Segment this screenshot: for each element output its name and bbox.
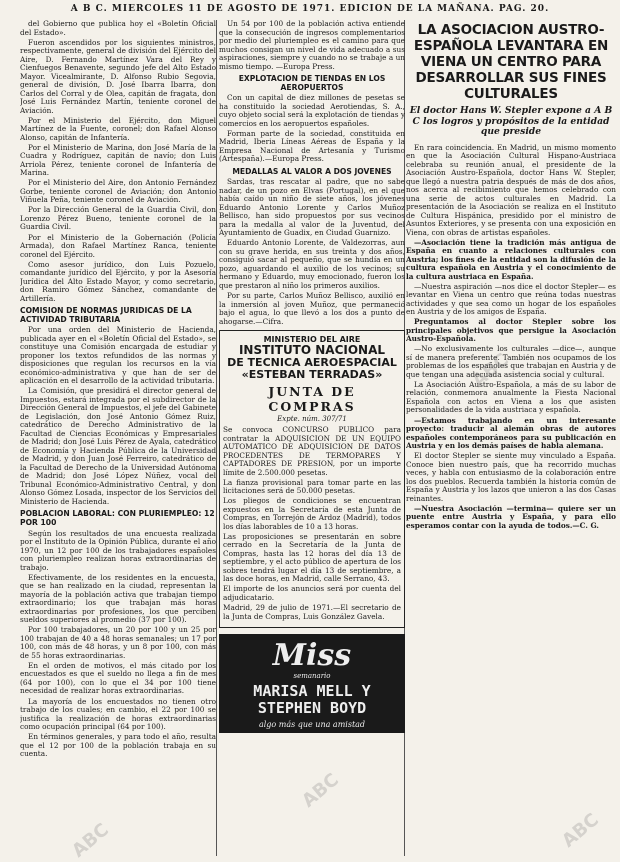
ad-paragraph: Se convoca CONCURSO PUBLICO para contratar la ADQUISICION DE UN EQUIPO AUTOMATICO DE ADQUISICION DE DATOS PROCEDENTES DE TERMOPARES Y CAPTADORES DE PRESION, por un importe límite de 2.500.000 pesetas. [223,425,401,477]
miss-names-line1: MARISA MELL Y [253,681,371,700]
main-headline: LA ASOCIACION AUSTRO-ESPAÑOLA LEVANTARA EN VIENA UN CENTRO PARA DESARROLLAR SUS FINES CULTURALES [413,22,609,102]
article-paragraph: En términos generales, y para todo el año, resulta que el 12 por 100 de la población trabaja en su cuenta. [20,732,216,759]
article-paragraph: Según los resultados de una encuesta realizada por el Instituto de la Opinión Pública, durante el año 1970, un 12 por 100 de los trabajadores españoles con pluriempleo realizan horas extraordinarias de trabajo. [20,528,216,572]
miss-caption: algo más que una amistad [258,719,366,729]
watermark-abc: ABC [468,349,513,392]
article-paragraph: Con un capital de diez millones de pesetas se ha constituido la sociedad Aerotiendas, S. A., cuyo objeto social será la explotación de tiendas y comercios en los aeropuertos españoles. [219,93,405,128]
article-paragraph: El doctor Stepler se siente muy vinculado a España. Conoce bien nuestro país, que ha recorrido muchas veces, y habla con entusiasmo de la colaboración entre los dos pueblos. Recuerda también la historia común de España y Austria y los lazos que unieron a las dos Casas reinantes. [406,451,616,503]
watermark-abc: ABC [298,769,343,812]
ad-institute-line2: DE TECNICA AEROESPACIAL [227,356,397,370]
article-paragraph: Por el Ministerio del Ejército, don Miguel Martínez de la Fuente, coronel; don Rafael Alonso Alonso, capitán de Infantería. [20,115,216,142]
column-2 [219,20,405,858]
article-paragraph: Eduardo Antonio Lorente, de Valdezorras, aun con su grave herida, en sus treinta y dos años, consiguió sacar al pequeño, que se hundía en un pozo, aguardando el auxilio de los vecinos; su hermano y Eduardo, muy emocionado, fueron los que prestaron al niño los primeros auxilios. [219,238,405,290]
article-paragraph: —No exclusivamente los culturales —dice—, aunque sí de manera preferente. También nos ocupamos de los problemas de los españoles que trabajan en Austria y de que tengan una adecuada asistencia social y cultural. [406,344,616,379]
ad-paragraph: Madrid, 29 de julio de 1971.—El secretario de la Junta de Compras, Luis González Gavela. [223,603,401,621]
article-paragraph: Por una orden del Ministerio de Hacienda, publicada ayer en el «Boletín Oficial del Estado», se constituye una Comisión encargada de estudiar y proponer los textos refundidos de las normas y disposiciones que regulan los recursos en la vía económico-administrativa y que han de ser de aplicación en el desarrollo de la actividad tributaria. [20,325,216,386]
main-subheadline: El doctor Hans W. Stepler expone a A B C los logros y propósitos de la entidad que preside [409,105,613,137]
ad-paragraph: El importe de los anuncios será por cuenta del adjudicatario. [223,584,401,602]
ad-junta-compras: JUNTA DE COMPRAS [268,384,356,415]
article-paragraph: Preguntamos al doctor Stepler sobre los principales objetivos que persigue la Asociación Austro-Española. [406,317,616,344]
ad-paragraph: La fianza provisional para tomar parte en las licitaciones será de 50.000 pesetas. [223,477,401,496]
page-header: A B C. MIERCOLES 11 DE AGOSTO DE 1971. EDICION DE LA MAÑANA. PAG. 20. [70,4,550,14]
headline-normas-juridicas: COMISION DE NORMAS JURIDICAS DE LA ACTIVIDAD TRIBUTARIA [20,306,192,324]
article-paragraph: —Estamos trabajando en un interesante proyecto: traducir al alemán obras de autores españoles contemporáneos para su publicación en Austria y en los demás países de habla alemana. [406,415,616,451]
watermark-abc: ABC [558,809,603,852]
article-paragraph: La Comisión, que presidirá el director general de Impuestos, estará integrada por el subdirector de la Dirección General de Impuestos, el jefe del Gabinete de Legislación, don José Antonio Gómez Ruiz, catedrático de Derecho Administrativo de la Facultad de Ciencias Económicas y Empresariales de Madrid; don José Luis Pérez de Ayala, catedrático de Economía y Hacienda Pública de la Universidad de Madrid, y don Juan José Ferreiro, catedrático de la Facultad de Derecho de la Universidad Autónoma de Madrid; don José López Núñez, vocal del Tribunal Económico-Administrativo Central, y don Alonso Gómez Losada, inspector de los Servicios del Ministerio de Hacienda. [20,386,216,506]
watermark-abc: ABC [68,819,113,862]
article-paragraph: Por el Ministerio del Aire, don Antonio Fernández Gorbe, teniente coronel de Aviación; don Antonio Viñuela Peña, teniente coronel de Aviación. [20,178,216,205]
column-1 [20,20,216,858]
article-paragraph: Un 54 por 100 de la población activa entiende que la consecución de ingresos complementarios por medio del pluriempleo es el camino para que muchos consigan un nivel de vida adecuado a sus aspiraciones, siempre y cuando no se trabaje a un mismo tiempo. —Europa Press. [219,20,405,71]
article-paragraph: En el orden de motivos, el más citado por los encuestados es que el sueldo no llega a fin de mes (64 por 100), con lo que el 34 por 100 tiene necesidad de realizar horas extraordinarias. [20,660,216,696]
miss-names-line2: STEPHEN BOYD [257,698,367,717]
article-paragraph: Por 100 trabajadores, un 20 por 100 y un 25 por 100 trabajan de 40 a 48 horas semanales; un 17 por 100, con más de 48 horas, y un 8 por 100, con más de 55 horas extraordinarias. [20,625,216,660]
article-paragraph: Efectivamente, de los residentes en la encuesta, que se han realizado en la ciudad, representan la mayoría de la población activa que trabajan tiempo extraordinario; los que trabajan más horas extraordinarias por profesiones, los que perciben sueldos superiores al promedio (37 por 100). [20,572,216,625]
miss-subtitle: semanario [293,671,331,680]
article-paragraph: Como asesor jurídico, don Luis Pozuelo, comandante jurídico del Ejército, y por la Asesoría Jurídica del Alto Estado Mayor, y como secretario, don Ramiro Gómez Sánchez, comandante de Artillería. [20,259,216,303]
advertisement-ministerio-aire [219,330,405,628]
ad-paragraph: Las proposiciones se presentarán en sobre cerrado en la Secretaría de la Junta de Compras, hasta las 12 horas del día 13 de septiembre, y el acto público de apertura de los sobres tendrá lugar el día 13 de septiembre, a las doce horas, en Madrid, calle Serrano, 43. [223,531,401,584]
headline-poblacion-laboral: POBLACION LABORAL: CON PLURIEMPLEO: 12 POR 100 [20,509,215,528]
headline-medallas-valor: MEDALLAS AL VALOR A DOS JOVENES [232,166,392,176]
article-paragraph: La mayoría de los encuestados no tienen otro trabajo de los cuales; en cambio, el 22 por 100 se justifica la realización de horas extraordinarias como ocupación principal (64 por 100). [20,696,216,731]
article-paragraph: —Nuestra aspiración —nos dice el doctor Stepler— es levantar en Viena un centro que reúna todas nuestras actividades y que sea como un hogar de los españoles en Austria y de los amigos de España. [406,281,616,317]
article-paragraph: Forman parte de la sociedad, constituida en Madrid, Iberia Líneas Aéreas de España y la Empresa Nacional de Artesanía y Turismo (Artespaña).—Europa Press. [219,128,405,164]
article-paragraph: La Asociación Austro-Española, a más de su labor de relación, conmemora anualmente la Fiesta Nacional Española con actos en Viena a los que asisten personalidades de la vida austriaca y española. [406,379,616,415]
article-paragraph: del Gobierno que publica hoy el «Boletín Oficial del Estado». [20,20,216,37]
article-paragraph: En rara coincidencia. En Madrid, un mismo momento en que la Asociación Cultural Hispano-Austriaca celebraba su reunión anual, el presidente de la Asociación Austro-Española, doctor Hans W. Stepler, que llegó a nuestra patria después de más de dos años, nos acerca al recibimiento que hemos celebrado con una serie de actos culturales en Madrid. La presentación de la Asociación se realiza en el Instituto de Cultura Hispánica, presidido por el ministro de Asuntos Exteriores, y se presenta con una exposición en Viena, con obras de artistas españoles. [406,142,616,237]
column-3 [406,20,616,858]
article-paragraph: Sardas, tras rescatar al padre, que no sabe nadar, de un pozo en Elvas (Portugal), en el que había caído un niño de siete años, los jóvenes Eduardo Antonio Lorente y Carlos Muñoz Bellisco, han sido propuestos por sus vecinos para la medalla al valor de la Juventud, del Ayuntamiento de Guadix, en Ciudad Guarnizo. [219,177,405,238]
miss-logo: Miss [272,637,352,673]
ad-paragraph: Los pliegos de condiciones se encuentran expuestos en la Secretaría de esta Junta de Compras, en Torrejón de Ardoz (Madrid), todos los días laborables de 10 a 13 horas. [223,496,401,531]
article-paragraph: Por su parte, Carlos Muñoz Bellisco, auxilió en la inmersión al joven Muñoz, que permaneció bajo el agua, lo que llevó a los dos a punto de ahogarse.—Cifra. [219,291,405,326]
article-paragraph: Por el Ministerio de la Gobernación (Policía Armada), don Rafael Martínez Ranca, teniente coronel del Ejército. [20,232,216,259]
article-paragraph: Fueron ascendidos por los siguientes ministros, respectivamente, general de división del Ejército del Aire, D. Fernando Martínez Vara del Rey y Cienfuegos Benavente, segundo jefe del Alto Estado Mayor. Vicealmirante, D. Alfonso Rubio Segovia, general de división, D. José Ibarra Ibarra, don Carlos del Corral y de Olea, capitán de fragata, don José Luis Fernández Martín, teniente coronel de Aviación. [20,37,216,115]
ad-institute: INSTITUTO NACIONAL [238,343,386,358]
article-paragraph: Por el Ministerio de Marina, don José María de la Cuadra y Rodríguez, capitán de navío; don Luis Arriola Pérez, teniente coronel de Infantería de Marina. [20,142,216,178]
headline-tiendas-aeropuertos: EXPLOTACION DE TIENDAS EN LOS AEROPUERTOS [238,74,386,92]
ad-ministry: MINISTERIO DEL AIRE [263,335,361,345]
ad-expediente: Expte. núm. 307/71 [277,415,347,424]
column-divider-1 [216,20,217,856]
article-paragraph: —Asociación tiene la tradición más antigua de España en cuanto a relaciones culturales con Austria; los fines de la entidad son la difusión de la cultura española en Austria y el conocimiento de la cultura austriaca en España. [406,237,616,281]
advertisement-miss [219,634,405,733]
article-paragraph: —Nuestra Asociación —termina— quiere ser un puente entre Austria y España, y para ello esperamos contar con la ayuda de todos.—C. G. [406,503,616,530]
ad-institute-line3: «ESTEBAN TERRADAS» [241,368,383,382]
article-paragraph: Por la Dirección General de la Guardia Civil, don Lorenzo Pérez Bueno, teniente coronel de la Guardia Civil. [20,205,216,232]
